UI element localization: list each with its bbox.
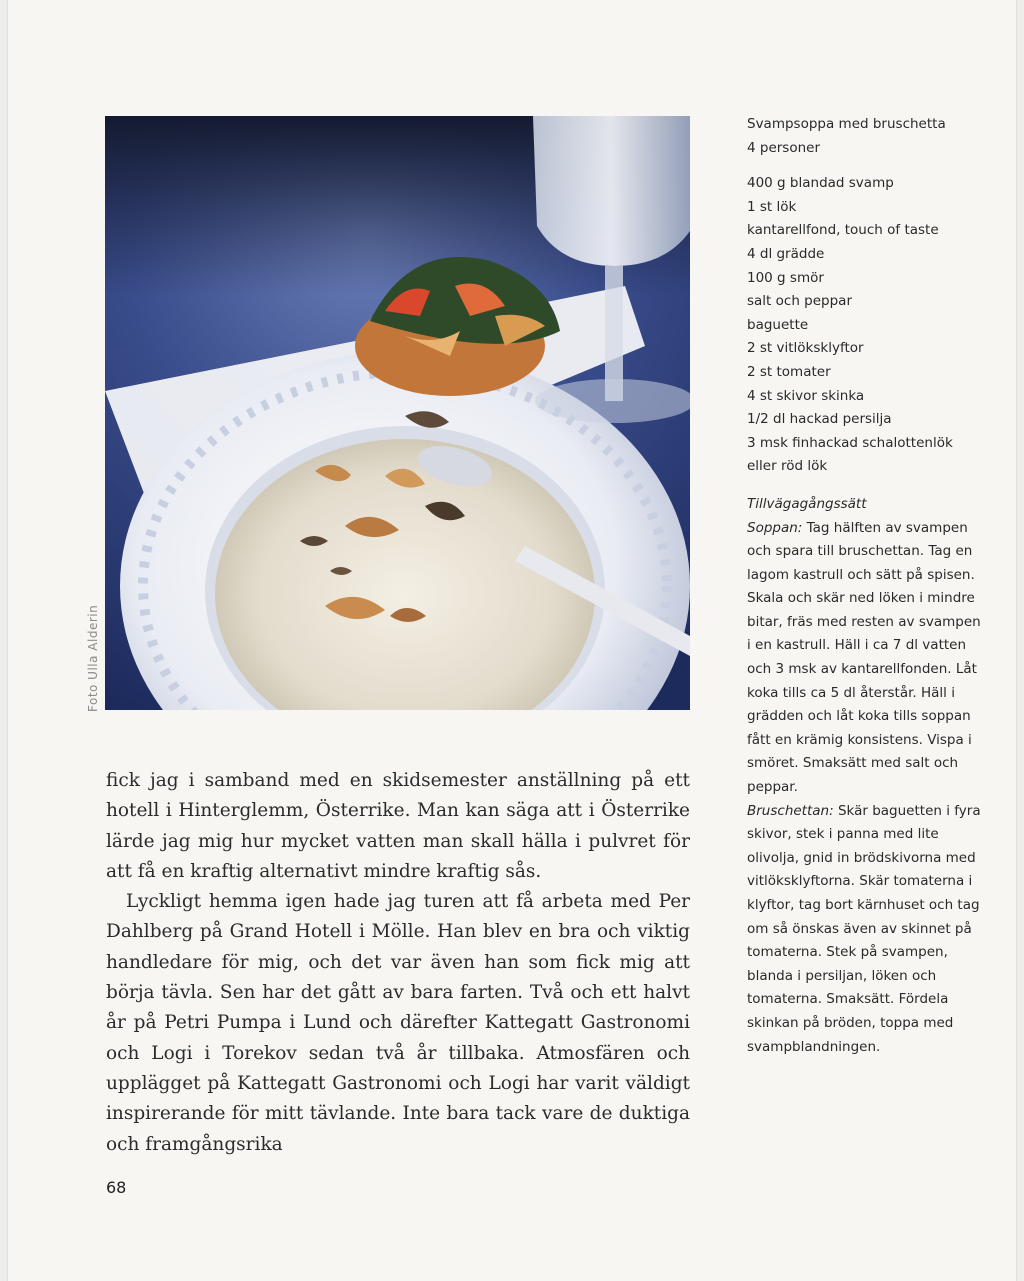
bruschetta-label: Bruschettan: — [747, 802, 834, 819]
soup-label: Soppan: — [747, 519, 803, 536]
page-number: 68 — [106, 1178, 127, 1197]
ingredient: 1 st lök — [747, 198, 797, 215]
recipe-column — [747, 113, 982, 1059]
bruschetta-instructions — [747, 800, 982, 1060]
photo-credit: Foto Ulla Alderin — [86, 604, 100, 712]
body-paragraph: fick jag i samband med en skidsemester anställning på ett hotell i Hinterglemm, Österrike. Man kan säga att i Österrike lärde jag mig hur mycket vatten man skall hälla i pulvret för att få en kraftig alternativt mindre kraftig sås. — [106, 770, 690, 882]
ingredient: 4 dl grädde — [747, 245, 825, 262]
soup-text: Tag hälften av svampen och spara till bruschettan. Tag en lagom kastrull och sätt på spisen. Skala och skär ned löken i mindre bitar, fräs med resten av svampen i en kastrull. Häll i ca 7 dl vatten och 3 msk av kantarellfonden. Låt koka tills ca 5 dl återstår. Häll i grädden och låt koka tills soppan fått en krämig konsistens. Vispa i smöret. Smaksätt med salt och peppar. — [747, 519, 981, 796]
ingredient: 2 st tomater — [747, 363, 831, 380]
ingredient: 400 g blandad svamp — [747, 175, 894, 192]
method-section — [747, 493, 982, 1059]
book-page — [8, 0, 1016, 1281]
method-heading: Tillvägagångssätt — [747, 495, 867, 512]
soup-photo — [105, 116, 690, 710]
soup-instructions — [747, 517, 982, 800]
ingredient: 100 g smör — [747, 269, 824, 286]
ingredient: 3 msk finhackad schalottenlök — [747, 434, 953, 451]
body-paragraph: Lyckligt hemma igen hade jag turen att få arbeta med Per Dahlberg på Grand Hotell i Mölle. Han blev en bra och viktig handledare för mig, och det var även han som fick mig att börja tävla. Sen har det gått av bara farten. Två och ett halvt år på Petri Pumpa i Lund och därefter Kattegatt Gastronomi och Logi i Torekov sedan två år tillbaka. Atmosfären och upplägget på Kattegatt Gastronomi och Logi har varit väldigt inspirerande för mitt tävlande. Inte bara tack vare de duktiga och framgångsrika — [106, 891, 690, 1155]
bruschetta-text: Skär baguetten i fyra skivor, stek i panna med lite olivolja, gnid in brödskivorna med vitlöksklyftorna. Skär tomaterna i klyftor, tag bort kärnhuset och tag om så önskas även av skinnet på tomaterna. Stek på svampen, blanda i persiljan, löken och tomaterna. Smaksätt. Fördela skinkan på bröden, toppa med svampblandningen. — [747, 802, 981, 1055]
ingredient: eller röd lök — [747, 458, 828, 475]
ingredient: 4 st skivor skinka — [747, 387, 865, 404]
ingredient: 1/2 dl hackad persilja — [747, 411, 892, 428]
soup-illustration — [105, 116, 690, 710]
recipe-servings: 4 personer — [747, 139, 821, 156]
ingredient: 2 st vitlöksklyftor — [747, 340, 864, 357]
body-text — [106, 766, 690, 1160]
ingredient: baguette — [747, 316, 809, 333]
recipe-title: Svampsoppa med bruschetta — [747, 116, 946, 132]
ingredient-list — [747, 172, 982, 479]
ingredient: salt och peppar — [747, 293, 853, 310]
ingredient: kantarellfond, touch of taste — [747, 222, 939, 239]
